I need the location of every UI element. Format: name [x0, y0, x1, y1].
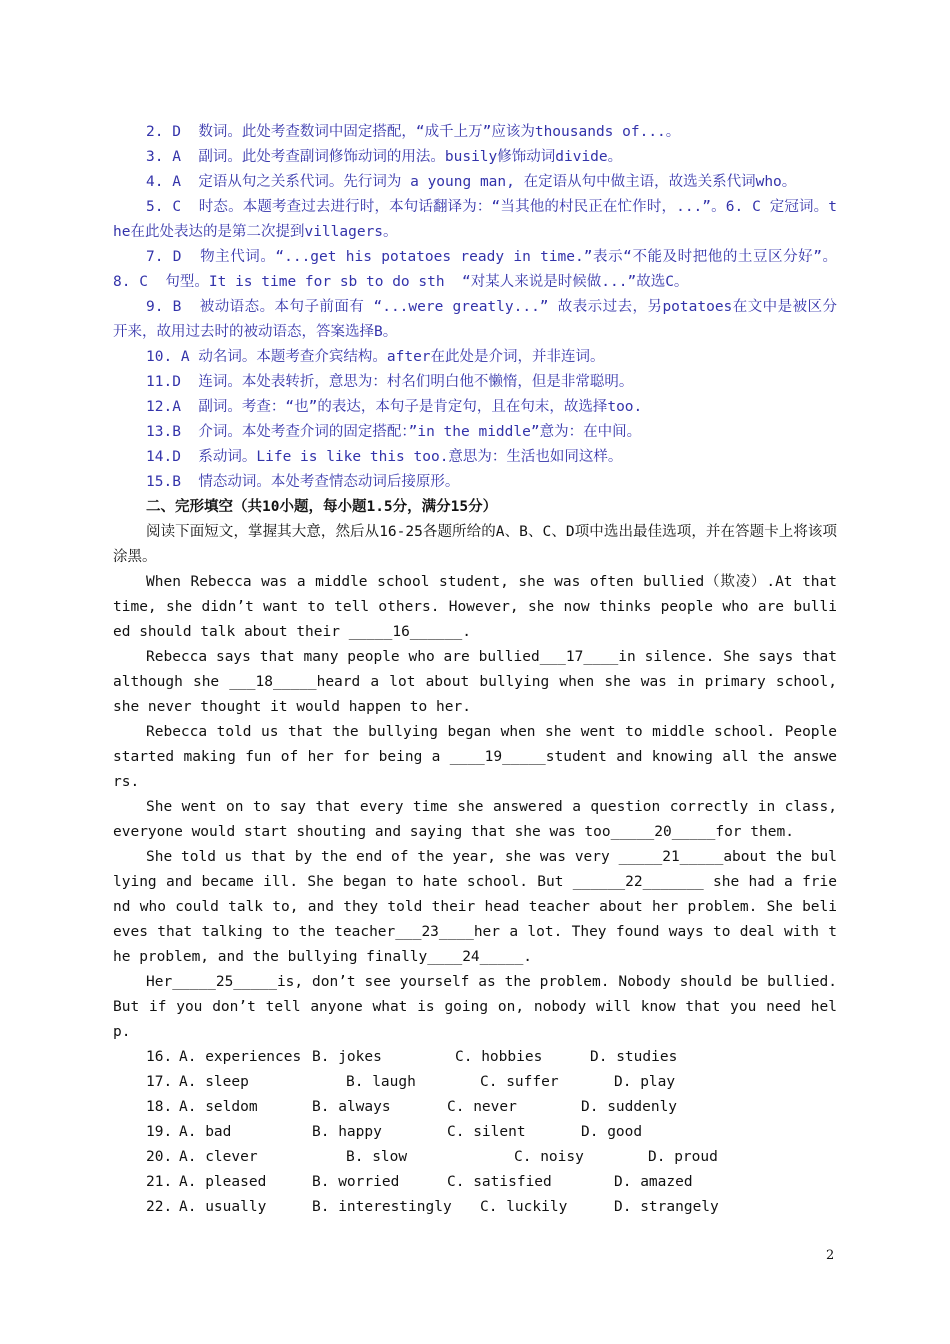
page-content [113, 120, 846, 1220]
question-number: 19. [146, 1124, 173, 1140]
option-b: B. slow [346, 1149, 408, 1165]
option-row [113, 1120, 837, 1145]
answer-item: 9. B 被动语态。本句子前面有 “...were greatly...” 故表示过去，另potatoes在文中是被区分开来，故用过去时的被动语态，答案选择B。 [113, 299, 837, 340]
instructions: 阅读下面短文，掌握其大意，然后从16-25各题所给的A、B、C、D项中选出最佳选项，并在答题卡上将该项涂黑。 [113, 524, 837, 565]
section-title: 二、完形填空（共10小题，每小题1.5分，满分15分） [146, 499, 498, 515]
question-number: 21. [146, 1174, 173, 1190]
option-b: B. jokes [312, 1049, 382, 1065]
option-a: A. bad [179, 1124, 232, 1140]
answer-item: 2. D 数词。此处考查数词中固定搭配，“成千上万”应该为thousands of...。 [146, 124, 681, 140]
option-c: C. noisy [514, 1149, 584, 1165]
passage-paragraph: She went on to say that every time she answered a question correctly in class, everyone would start shouting and saying that she was too_____20_____for them. [113, 799, 846, 840]
answer-item: 10. A 动名词。本题考查介宾结构。after在此处是介词，并非连词。 [146, 349, 605, 365]
passage-paragraph: Rebecca says that many people who are bullied___17____in silence. She says that although she ___18_____heard a lot about bullying when she was in primary school, she never thought it would happen to her. [113, 649, 846, 715]
option-row [113, 1195, 837, 1220]
option-b: B. worried [312, 1174, 400, 1190]
passage-paragraph: She told us that by the end of the year, she was very _____21_____about the bullying and became ill. She began to hate school. But ______22_______ she had a friend who could talk to, and they told their head teacher about her problem. She believes that talking to the teacher___23____her a lot. They found ways to deal with the problem, and the bullying finally____24_____. [113, 849, 837, 965]
option-a: A. usually [179, 1199, 267, 1215]
option-c: C. satisfied [447, 1174, 552, 1190]
option-b: B. always [312, 1099, 391, 1115]
option-a: A. seldom [179, 1099, 258, 1115]
answer-item: 15.B 情态动词。本处考查情态动词后接原形。 [146, 474, 460, 490]
passage-paragraph: When Rebecca was a middle school student, she was often bullied（欺凌）.At that time, she didn’t want to tell others. However, she now thinks people who are bullied should talk about their _____16______. [113, 574, 846, 640]
page-number: 2 [826, 1248, 835, 1263]
option-b: B. happy [312, 1124, 382, 1140]
option-d: D. strangely [614, 1199, 719, 1215]
option-c: C. silent [447, 1124, 526, 1140]
option-row [113, 1145, 837, 1170]
question-number: 18. [146, 1099, 173, 1115]
option-d: D. good [581, 1124, 643, 1140]
option-d: D. suddenly [581, 1099, 678, 1115]
answer-item: 7. D 物主代词。“...get his potatoes ready in time.”表示“不能及时把他的土豆区分好”。8. C 句型。It is time for sb to do sth “对某人来说是时候做...”故选C。 [113, 249, 837, 290]
option-row [113, 1095, 837, 1120]
option-d: D. studies [590, 1049, 678, 1065]
question-number: 16. [146, 1049, 173, 1065]
answer-item: 3. A 副词。此处考查副词修饰动词的用法。busily修饰动词divide。 [146, 149, 623, 165]
option-d: D. play [614, 1074, 676, 1090]
option-a: A. experiences [179, 1049, 302, 1065]
option-c: C. luckily [480, 1199, 568, 1215]
option-row [113, 1070, 837, 1095]
answer-item: 5. C 时态。本题考查过去进行时，本句话翻译为：“当其他的村民正在忙作时，...”。6. C 定冠词。the在此处表达的是第二次提到villagers。 [113, 199, 837, 240]
option-a: A. pleased [179, 1174, 267, 1190]
answer-item: 13.B 介词。本处考查介词的固定搭配：”in the middle”意为：在中间。 [146, 424, 642, 440]
option-row [113, 1170, 837, 1195]
question-number: 20. [146, 1149, 173, 1165]
option-c: C. hobbies [455, 1049, 543, 1065]
answer-item: 4. A 定语从句之关系代词。先行词为 a young man, 在定语从句中做主语，故选关系代词who。 [146, 174, 797, 190]
option-b: B. laugh [346, 1074, 416, 1090]
option-d: D. proud [648, 1149, 718, 1165]
option-a: A. sleep [179, 1074, 249, 1090]
option-row [113, 1045, 837, 1070]
question-number: 17. [146, 1074, 173, 1090]
answer-item: 14.D 系动词。Life is like this too.意思为：生活也如同这样。 [146, 449, 623, 465]
cloze-passage [113, 570, 846, 1045]
passage-paragraph: Rebecca told us that the bullying began when she went to middle school. People started making fun of her for being a ____19_____student and knowing all the answers. [113, 724, 846, 790]
option-c: C. never [447, 1099, 517, 1115]
option-a: A. clever [179, 1149, 258, 1165]
option-c: C. suffer [480, 1074, 559, 1090]
passage-paragraph: Her_____25_____is, don’t see yourself as the problem. Nobody should be bullied. But if you don’t tell anyone what is going on, nobody will know that you need help. [113, 974, 846, 1040]
answer-explanations [113, 120, 837, 495]
answer-item: 12.A 副词。考查：“也”的表达，本句子是肯定句，且在句末，故选择too. [146, 399, 643, 415]
option-d: D. amazed [614, 1174, 693, 1190]
option-b: B. interestingly [312, 1199, 452, 1215]
answer-item: 11.D 连词。本处表转折，意思为：村名们明白他不懒惰，但是非常聪明。 [146, 374, 634, 390]
options-list [113, 1045, 837, 1220]
question-number: 22. [146, 1199, 173, 1215]
